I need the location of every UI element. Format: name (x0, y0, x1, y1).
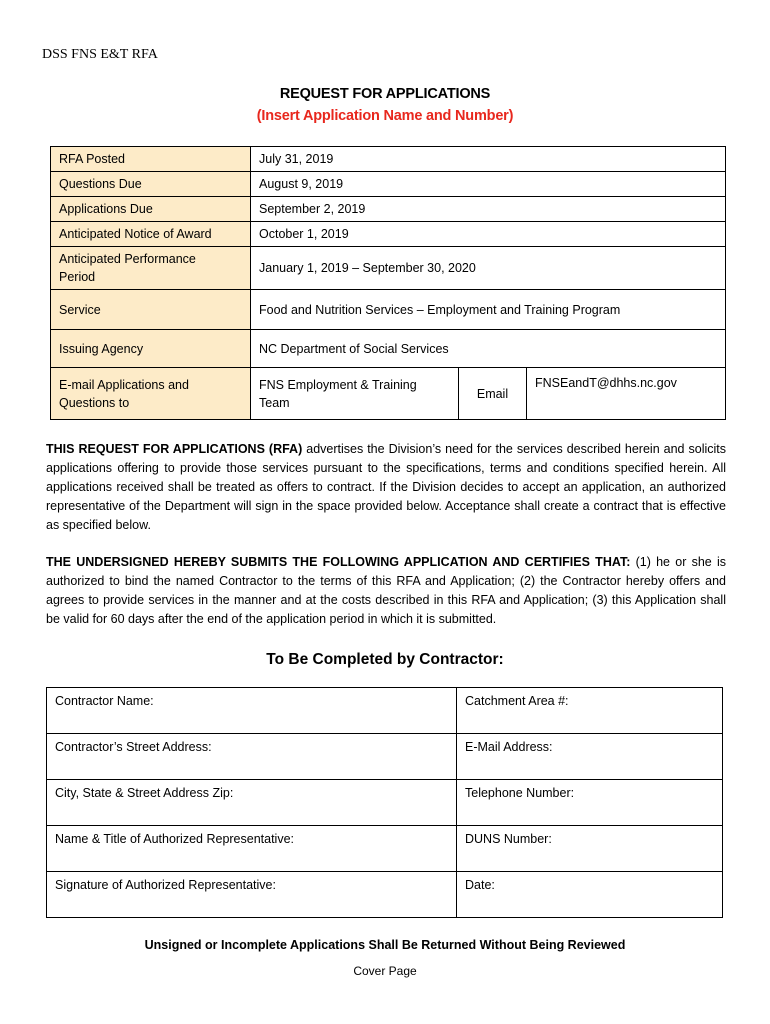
paragraph2-lead: THE UNDERSIGNED HEREBY SUBMITS THE FOLLOWING APPLICATION AND CERTIFIES THAT: (46, 555, 631, 569)
date-field[interactable]: Date: (457, 872, 723, 918)
telephone-field[interactable]: Telephone Number: (457, 780, 723, 826)
paragraph2-body: (1) he or she is authorized to bind the named Contractor to the terms of this RFA and Application; (2) the Contractor hereby offers and agrees to provide services in the manner and at the costs described in this RFA and Application; (3) this Application shall be valid for 60 days after the end of the application period in which it is submitted. (46, 555, 726, 626)
email-team-line2: Team (259, 395, 290, 410)
table-row (51, 247, 726, 290)
contractor-section-title: To Be Completed by Contractor: (266, 651, 504, 668)
contractor-name-field[interactable]: Contractor Name: (47, 688, 457, 734)
paragraph1-lead: THIS REQUEST FOR APPLICATIONS (RFA) (46, 442, 303, 456)
table-row (47, 734, 723, 780)
page-footer: Cover Page (353, 964, 417, 978)
issuing-agency-value: NC Department of Social Services (251, 330, 726, 368)
service-value: Food and Nutrition Services – Employment and Training Program (251, 290, 726, 330)
certification-paragraph (46, 553, 726, 629)
applications-due-label: Applications Due (51, 197, 251, 222)
issuing-agency-label: Issuing Agency (51, 330, 251, 368)
email-team-line1: FNS Employment & Training (259, 377, 417, 392)
catchment-area-field[interactable]: Catchment Area #: (457, 688, 723, 734)
applications-due-value: September 2, 2019 (251, 197, 726, 222)
table-row (51, 147, 726, 172)
authorized-rep-name-field[interactable]: Name & Title of Authorized Representative: (47, 826, 457, 872)
table-row (51, 222, 726, 247)
email-team-value (251, 368, 459, 420)
rfa-posted-value: July 31, 2019 (251, 147, 726, 172)
notice-award-label: Anticipated Notice of Award (51, 222, 251, 247)
table-row (51, 197, 726, 222)
duns-number-field[interactable]: DUNS Number: (457, 826, 723, 872)
table-row (47, 688, 723, 734)
table-row (51, 330, 726, 368)
table-row (51, 290, 726, 330)
rfa-info-table (50, 146, 726, 420)
incomplete-notice: Unsigned or Incomplete Applications Shall Be Returned Without Being Reviewed (144, 938, 626, 952)
service-label: Service (51, 290, 251, 330)
performance-label-line2: Period (59, 270, 96, 284)
email-label-line2: Questions to (59, 395, 130, 410)
performance-period-label (51, 247, 251, 290)
table-row (51, 172, 726, 197)
city-state-zip-field[interactable]: City, State & Street Address Zip: (47, 780, 457, 826)
contractor-form-table (46, 687, 723, 918)
performance-period-value: January 1, 2019 – September 30, 2020 (251, 247, 726, 290)
email-label-line1: E-mail Applications and (59, 377, 189, 392)
signature-field[interactable]: Signature of Authorized Representative: (47, 872, 457, 918)
questions-due-value: August 9, 2019 (251, 172, 726, 197)
table-row (47, 780, 723, 826)
questions-due-label: Questions Due (51, 172, 251, 197)
table-row (51, 368, 726, 420)
table-row (47, 826, 723, 872)
table-row (47, 872, 723, 918)
email-address-field[interactable]: E-Mail Address: (457, 734, 723, 780)
performance-label-line1: Anticipated Performance (59, 252, 196, 266)
paragraph1-body: advertises the Division’s need for the services described herein and solicits applications offering to provide those services pursuant to the specifications, terms and conditions specified herein. All applications received shall be treated as offers to contract. If the Division decides to accept an application, an authorized representative of the Department will sign in the space provided below. Acceptance shall create a contract that is effective as specified below. (46, 442, 726, 532)
street-address-field[interactable]: Contractor’s Street Address: (47, 734, 457, 780)
document-code: DSS FNS E&T RFA (42, 47, 158, 62)
email-applications-label (51, 368, 251, 420)
notice-award-value: October 1, 2019 (251, 222, 726, 247)
rfa-intro-paragraph (46, 440, 726, 535)
email-address-link[interactable]: FNSEandT@dhhs.nc.gov (527, 368, 726, 420)
rfa-posted-label: RFA Posted (51, 147, 251, 172)
page-title: REQUEST FOR APPLICATIONS (279, 86, 491, 102)
page-subtitle: (Insert Application Name and Number) (256, 108, 514, 124)
email-word: Email (459, 368, 527, 420)
